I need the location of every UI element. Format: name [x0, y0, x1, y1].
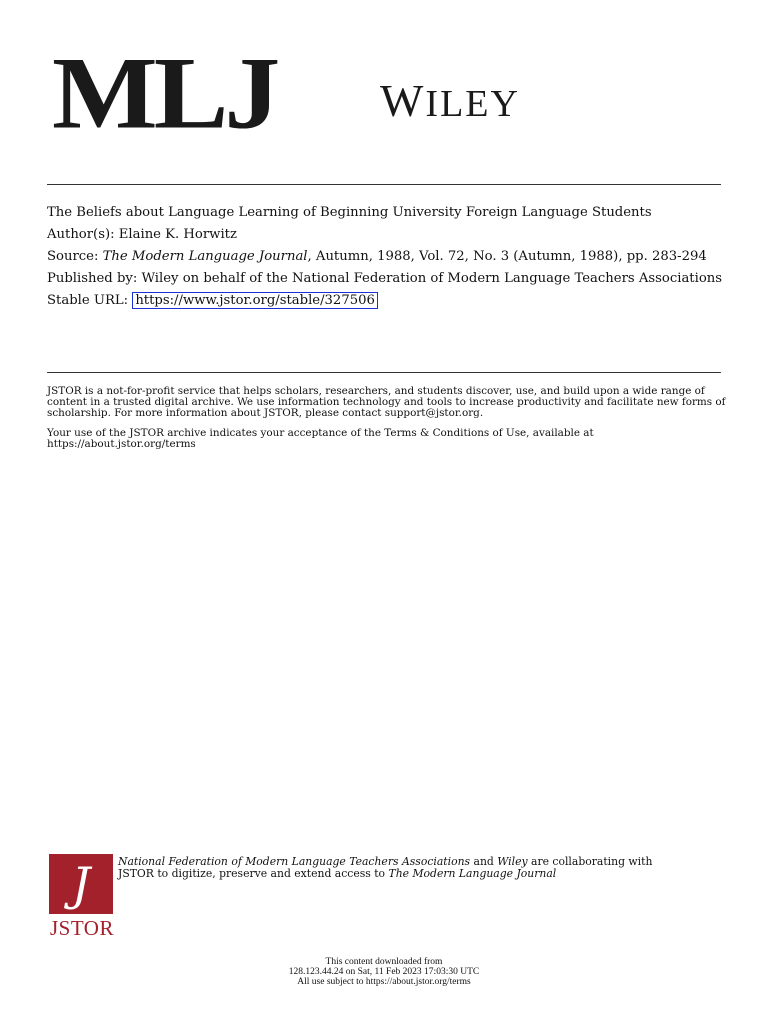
notice-paragraph-1: JSTOR is a not-for-profit service that helps scholars, researchers, and students discover, use, and build upon a wide range of content in a trusted digital archive. We use information technology and tools to increase productivity and facilitate new forms of scholarship. For more information about JSTOR, please contact support@jstor.org.	[47, 385, 726, 420]
top-divider	[47, 184, 721, 185]
stable-url-label: Stable URL:	[47, 293, 129, 308]
collab-journal: The Modern Language Journal	[388, 867, 557, 880]
jstor-seal-icon	[49, 854, 113, 914]
source-journal: The Modern Language Journal	[102, 249, 308, 264]
logo-row	[52, 36, 732, 172]
article-title: The Beliefs about Language Learning of Beginning University Foreign Language Students	[47, 205, 652, 220]
footer-line-2: 128.123.44.24 on Sat, 11 Feb 2023 17:03:30 UTC	[288, 967, 480, 977]
article-metadata	[47, 205, 727, 308]
mlj-logo: MLJ	[52, 36, 277, 151]
collaboration-statement	[118, 856, 718, 880]
collab-org: National Federation of Modern Language Teachers Associations	[118, 855, 471, 868]
published-label: Published by:	[47, 271, 138, 286]
wiley-logo: WILEY	[380, 75, 520, 126]
footer-line-1: This content downloaded from	[325, 957, 443, 967]
source-label: Source:	[47, 249, 99, 264]
stable-url-line	[47, 293, 727, 308]
author-label: Author(s):	[47, 227, 115, 242]
collab-publisher: Wiley	[497, 855, 528, 868]
middle-divider	[47, 372, 721, 373]
notice-paragraph-2: Your use of the JSTOR archive indicates your acceptance of the Terms & Conditions of Use, available at https://about.jstor.org/terms	[47, 426, 594, 450]
source-line	[47, 249, 727, 264]
author-name: Elaine K. Horwitz	[118, 227, 237, 242]
published-by: Wiley on behalf of the National Federation of Modern Language Teachers Associations	[141, 271, 723, 286]
stable-url-link[interactable]: https://www.jstor.org/stable/327506	[132, 292, 378, 309]
download-footer	[0, 957, 768, 987]
jstor-logo	[49, 854, 115, 941]
author-line	[47, 227, 727, 242]
collab-and: and	[473, 855, 494, 868]
collaboration-line-2	[118, 868, 718, 880]
jstor-notice	[47, 386, 727, 458]
source-details: , Autumn, 1988, Vol. 72, No. 3 (Autumn, 1988), pp. 283-294	[307, 249, 707, 264]
jstor-wordmark: JSTOR	[50, 916, 114, 940]
collab-text-2: JSTOR to digitize, preserve and extend access to	[118, 867, 386, 880]
collab-text-1: are collaborating with	[531, 855, 653, 868]
footer-line-3: All use subject to https://about.jstor.org/terms	[297, 977, 471, 987]
publisher-line	[47, 271, 727, 286]
seal-letter: J	[71, 857, 91, 911]
